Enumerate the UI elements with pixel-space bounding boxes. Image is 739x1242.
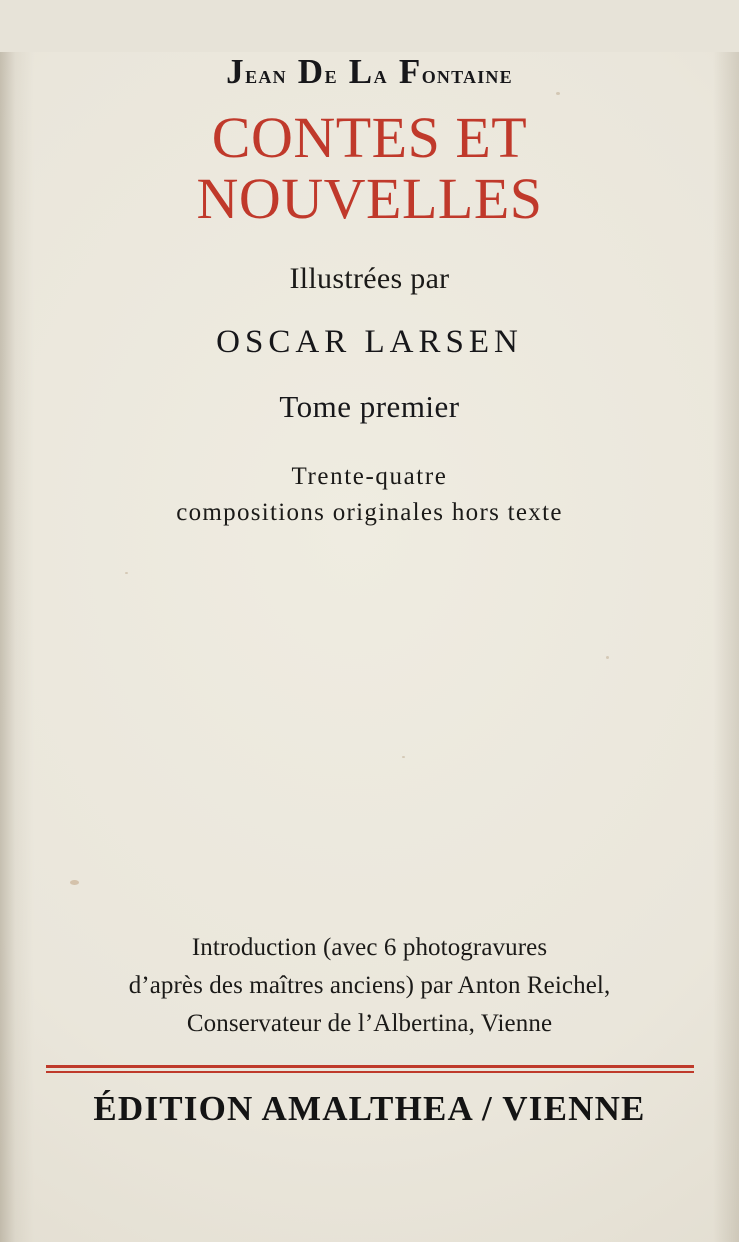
plates-note-line-1: Trente-quatre xyxy=(291,462,448,490)
divider-rules xyxy=(46,1065,694,1073)
introduction-credit-line-2: d’après des maîtres anciens) par Anton Reichel, xyxy=(128,972,611,1000)
introduction-credit-line-1: Introduction (avec 6 photogravures xyxy=(191,934,548,962)
illustrated-by-label: Illustrées par xyxy=(289,261,450,295)
book-title-page xyxy=(0,52,739,1242)
introduction-credit-line-3: Conservateur de l’Albertina, Vienne xyxy=(186,1010,553,1038)
introduction-credit xyxy=(40,929,699,1043)
blank-space xyxy=(40,531,699,929)
plates-note xyxy=(40,459,699,532)
book-title: CONTES ET NOUVELLES xyxy=(196,105,543,231)
divider-rule-thick xyxy=(46,1065,694,1068)
author-name: Jean De La Fontaine xyxy=(226,52,513,91)
illustrator-name: OSCAR LARSEN xyxy=(216,323,523,360)
divider-rule-thin xyxy=(46,1071,694,1073)
volume-label: Tome premier xyxy=(279,388,460,424)
title-page-content xyxy=(0,52,739,1242)
plates-note-line-2: compositions originales hors texte xyxy=(176,499,563,527)
publisher-imprint: ÉDITION AMALTHEA / VIENNE xyxy=(93,1088,646,1128)
